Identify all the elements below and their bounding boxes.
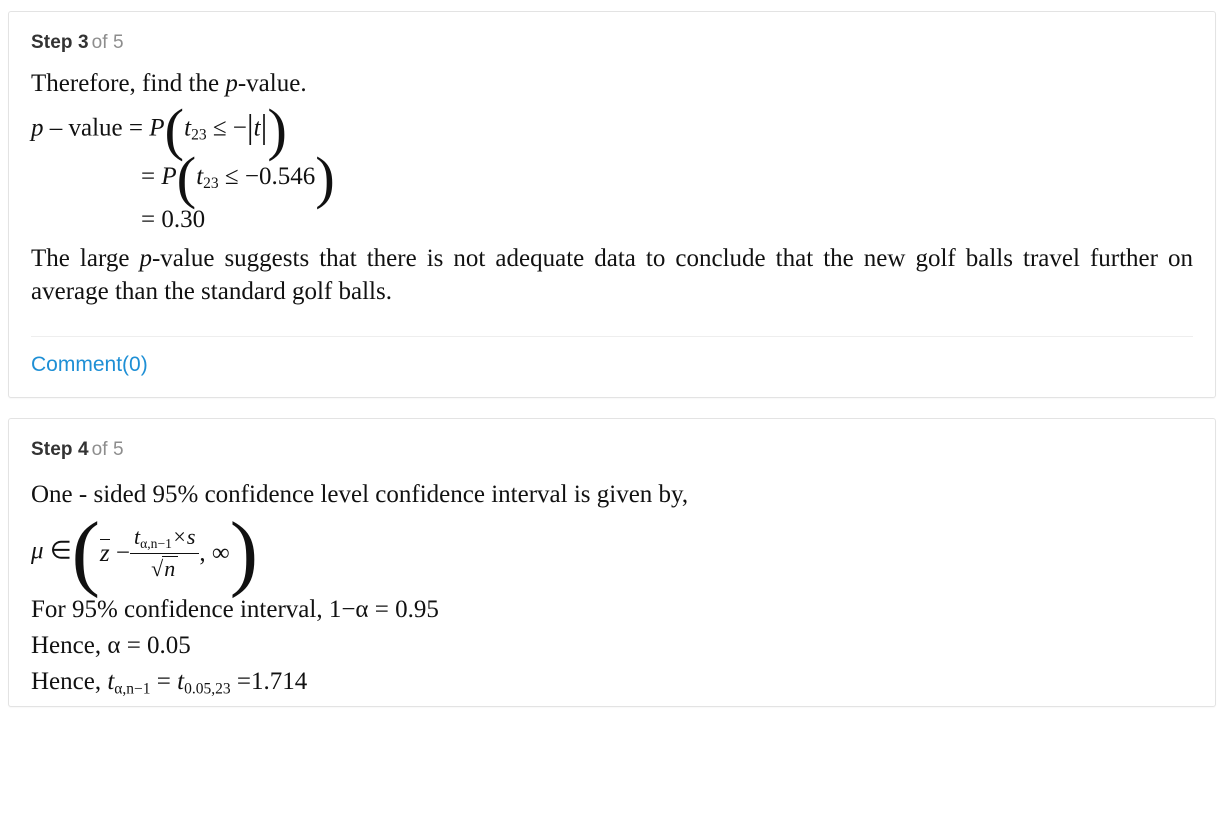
step-3-label: Step 3 bbox=[31, 32, 89, 53]
conclusion-part-a: The large bbox=[31, 244, 140, 272]
relation-2: ≤ −0.546 bbox=[218, 162, 316, 190]
step-4-body bbox=[9, 461, 1215, 706]
open-paren-2: ( bbox=[176, 144, 197, 210]
t-alpha-symbol: t bbox=[107, 668, 115, 696]
minus-symbol: − bbox=[115, 539, 130, 567]
t-critical-symbol: t bbox=[134, 524, 141, 550]
step-card-4 bbox=[8, 418, 1216, 707]
interval-open-paren: ( bbox=[71, 504, 100, 599]
step-4-intro-text: One - sided 95% confidence level confidence interval is given by, bbox=[31, 480, 689, 508]
step-3-equation-1 bbox=[31, 96, 1193, 162]
t-abs-symbol: t bbox=[253, 114, 261, 142]
equals-2: = bbox=[141, 162, 162, 190]
equals-sign: = bbox=[150, 668, 178, 696]
step-4-confidence-line bbox=[31, 594, 1193, 626]
conclusion-part-b: -value suggests that there is not adequate data to conclude that the new golf balls travel further on average than the standard golf balls. bbox=[31, 244, 1193, 305]
t-symbol: t bbox=[184, 114, 192, 142]
comma-infinity: , ∞ bbox=[199, 539, 230, 567]
step-3-of: of 5 bbox=[91, 32, 124, 53]
t-symbol-2: t bbox=[196, 162, 204, 190]
solution-steps-page bbox=[0, 11, 1224, 707]
step-3-conclusion bbox=[31, 242, 1193, 308]
step-3-intro-italic: p bbox=[225, 70, 238, 97]
step-4-label: Step 4 bbox=[31, 438, 89, 460]
step-3-comment-row bbox=[9, 337, 1215, 397]
open-paren: ( bbox=[164, 96, 185, 162]
step-4-alpha-line bbox=[31, 630, 1193, 662]
t-critical-subscript: α,n−1 bbox=[140, 536, 172, 552]
card-gap bbox=[0, 398, 1224, 408]
abs-bar-open: | bbox=[246, 109, 254, 146]
z-bar-symbol: z bbox=[99, 540, 110, 568]
step-3-equation-3 bbox=[31, 204, 1193, 236]
step-3-intro-text: Therefore, find the bbox=[31, 70, 226, 97]
sqrt-radicand-n: n bbox=[162, 556, 178, 580]
element-of-symbol: ∈ bbox=[49, 537, 72, 565]
t-alpha-subscript: α,n−1 bbox=[114, 680, 151, 698]
hence-text: Hence, bbox=[31, 668, 108, 696]
step-4-of: of 5 bbox=[91, 438, 124, 460]
p-value-text: – value = bbox=[43, 114, 150, 142]
probability-symbol: P bbox=[149, 114, 165, 142]
probability-symbol-2: P bbox=[161, 162, 177, 190]
step-3-intro-line bbox=[31, 68, 1193, 100]
confidence-level-text: For 95% confidence interval, 1−α = 0.95 bbox=[31, 596, 439, 624]
step-3-body bbox=[9, 54, 1215, 314]
step-3-intro-tail: -value. bbox=[237, 70, 307, 97]
t-numeric-subscript: 0.05,23 bbox=[184, 680, 231, 698]
p-symbol: p bbox=[31, 114, 44, 142]
times-s: ×s bbox=[171, 524, 196, 550]
t-numeric-symbol: t bbox=[177, 668, 185, 696]
p-value-result: = 0.30 bbox=[141, 205, 206, 233]
mu-symbol: μ bbox=[31, 537, 44, 565]
sqrt-n: √n bbox=[151, 556, 178, 580]
step-3-header bbox=[9, 12, 1215, 54]
t-subscript-2: 23 bbox=[203, 174, 219, 192]
abs-bar-close: | bbox=[260, 109, 268, 146]
comment-link-step-3[interactable]: Comment(0) bbox=[31, 352, 148, 376]
t-subscript: 23 bbox=[191, 126, 207, 144]
relation-1: ≤ − bbox=[206, 114, 247, 142]
close-paren-2: ) bbox=[315, 144, 335, 210]
step-3-equation-2 bbox=[31, 144, 1193, 210]
t-s-over-sqrt-n-fraction bbox=[130, 525, 199, 579]
step-4-interval-formula bbox=[31, 504, 1193, 599]
step-4-t-critical-line bbox=[31, 666, 1193, 699]
interval-close-paren: ) bbox=[229, 504, 259, 599]
close-paren: ) bbox=[267, 96, 287, 162]
step-4-intro-line bbox=[31, 479, 1193, 511]
step-card-3 bbox=[8, 11, 1216, 398]
t-critical-value: =1.714 bbox=[230, 668, 308, 696]
step-4-header bbox=[9, 419, 1215, 461]
alpha-value-text: Hence, α = 0.05 bbox=[31, 632, 191, 660]
conclusion-italic-p: p bbox=[139, 244, 152, 272]
